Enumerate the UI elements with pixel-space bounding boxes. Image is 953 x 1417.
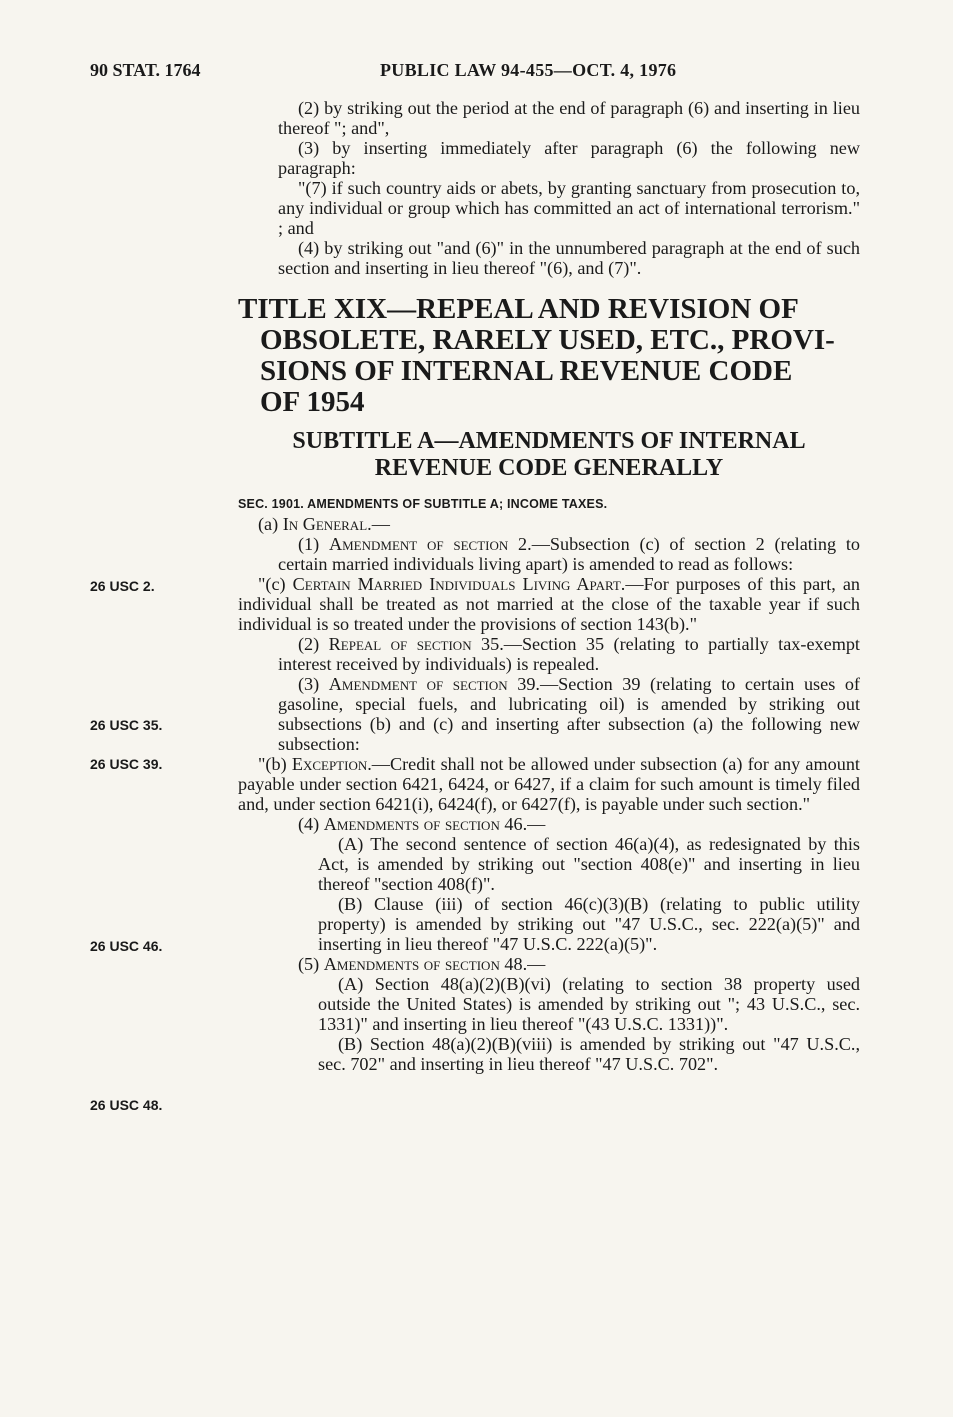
paragraph-2: (2) by striking out the period at the end of paragraph (6) and inserting in lieu thereof "; and", [278, 98, 860, 138]
margin-note-usc48: 26 USC 48. [90, 1097, 163, 1113]
quoted-subsection-c [238, 574, 860, 634]
subtitle-line-2: REVENUE CODE GENERALLY [374, 455, 724, 481]
subsection-a-label: (a) [258, 514, 283, 534]
title-heading [238, 294, 860, 418]
paragraph-3: (3) by inserting immediately after paragraph (6) the following new paragraph: [278, 138, 860, 178]
title-line-1: TITLE XIX—REPEAL AND REVISION OF [238, 293, 799, 325]
subsection-a [238, 514, 860, 534]
margin-note-usc46: 26 USC 46. [90, 938, 163, 954]
paragraph-3a-text: —Section 39 (relating to certain uses of gasoline, special fuels, and lubricating oil) is amended by striking out subsections (b) and (c) and inserting after subsection (a) the following new subsection: [278, 674, 860, 754]
subtitle-line-1: SUBTITLE A—AMENDMENTS OF INTERNAL [292, 428, 806, 454]
document-body [238, 98, 860, 1074]
paragraph-4: (4) by striking out "and (6)" in the unnumbered paragraph at the end of such section and inserting in lieu thereof "(6), and (7)". [278, 238, 860, 278]
page-header [90, 60, 880, 84]
quoted-b-text: —Credit shall not be allowed under subsection (a) for any amount payable under section 6421, 6424, or 6427, if a claim for such amount is timely filed and, under section 6421(i), 6424(f), or 6427(f), is payable under such section." [238, 754, 860, 814]
clause-5B: (B) Section 48(a)(2)(B)(viii) is amended by striking out "47 U.S.C., sec. 702" and inserting in lieu thereof "47 U.S.C. 702". [318, 1034, 860, 1074]
paragraph-4a-caption: Amendments of section 46. [323, 814, 528, 834]
paragraph-5a-caption: Amendments of section 48. [323, 954, 528, 974]
margin-note-usc39: 26 USC 39. [90, 756, 163, 772]
paragraph-2r-caption: Repeal of section 35. [328, 634, 504, 654]
clause-4B: (B) Clause (iii) of section 46(c)(3)(B) (relating to public utility property) is amended by striking out "47 U.S.C., sec. 222(a)(5)" and inserting in lieu thereof "47 U.S.C. 222(a)(5)". [318, 894, 860, 954]
paragraph-5a-number: (5) [298, 954, 324, 974]
paragraph-1-caption: Amendment of section 2. [328, 534, 532, 554]
subsection-a-caption: In General. [282, 514, 372, 534]
quoted-b-caption: Exception. [291, 754, 372, 774]
paragraph-4a-number: (4) [298, 814, 324, 834]
quoted-c-open: "(c) [258, 574, 293, 594]
paragraph-7-quote: "(7) if such country aids or abets, by granting sanctuary from prosecution to, any individual or group which has committed an act of international terrorism." ; and [278, 178, 860, 238]
section-heading: SEC. 1901. AMENDMENTS OF SUBTITLE A; INCOME TAXES. [238, 497, 608, 511]
paragraph-3a-number: (3) [298, 674, 329, 694]
quoted-subsection-b [238, 754, 860, 814]
paragraph-1-text: —Subsection (c) of section 2 (relating to certain married individuals living apart) is amended to read as follows: [278, 534, 860, 574]
title-line-2: OBSOLETE, RARELY USED, ETC., PROVI- [260, 324, 835, 356]
paragraph-2r-text: —Section 35 (relating to partially tax-exempt interest received by individuals) is repealed. [278, 634, 860, 674]
clause-4A: (A) The second sentence of section 46(a)(4), as redesignated by this Act, is amended by striking out "section 408(e)" and inserting in lieu thereof "section 408(f)". [318, 834, 860, 894]
paragraph-2-repeal [238, 634, 860, 674]
paragraph-1-number: (1) [298, 534, 329, 554]
subtitle-heading [238, 428, 860, 482]
paragraph-5a-dash: — [527, 954, 546, 974]
paragraph-1 [238, 534, 860, 574]
title-line-3: SIONS OF INTERNAL REVENUE CODE [260, 355, 793, 387]
margin-note-usc2: 26 USC 2. [90, 578, 155, 594]
paragraph-3a-caption: Amendment of section 39. [328, 674, 540, 694]
subsection-a-dash: — [371, 514, 390, 534]
quoted-c-caption: Certain Married Individuals Living Apart. [292, 574, 626, 594]
title-line-4: OF 1954 [260, 386, 365, 418]
quoted-b-open: "(b) [258, 754, 292, 774]
stat-citation: 90 STAT. 1764 [90, 60, 201, 80]
margin-note-usc35: 26 USC 35. [90, 717, 163, 733]
paragraph-2r-number: (2) [298, 634, 329, 654]
quoted-c-text: —For purposes of this part, an individual shall be treated as not married at the close of the taxable year if such individual is so treated under the provisions of section 143(b)." [238, 574, 860, 634]
paragraph-3-amend [238, 674, 860, 754]
paragraph-4-amend [238, 814, 860, 834]
public-law-title: PUBLIC LAW 94-455—OCT. 4, 1976 [380, 60, 677, 80]
paragraph-4a-dash: — [527, 814, 546, 834]
paragraph-5-amend [238, 954, 860, 974]
clause-5A: (A) Section 48(a)(2)(B)(vi) (relating to section 38 property used outside the United States) is amended by striking out "; 43 U.S.C., sec. 1331)" and inserting in lieu thereof "(43 U.S.C. 1331))". [318, 974, 860, 1034]
